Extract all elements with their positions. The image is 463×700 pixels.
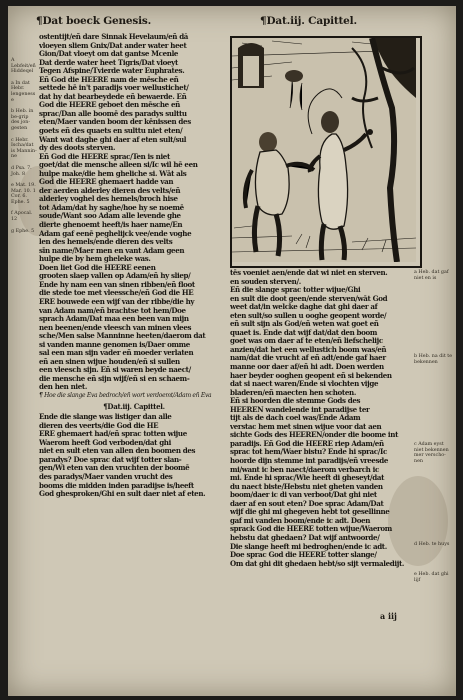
text-line: die stede toe met vleessche/eñ God die HE bbox=[39, 289, 194, 298]
text-line: dat si naect waren/Ende si vlochten vijge bbox=[230, 380, 379, 389]
text-line: Adam gaf eenē peghelijck vee/ende voghe bbox=[39, 229, 192, 238]
text-line: dy des doots sterven. bbox=[39, 144, 116, 153]
chapter-summary: ¶ Hoe die slange Eva bedroch/eñ wort verdoemt/Adam eñ Eva bbox=[39, 391, 212, 399]
text-line: Ende hy nam een van sinen ribben/eñ floot bbox=[39, 280, 195, 289]
text-line: HEEREN wandelende int paradijse ter bbox=[230, 405, 370, 414]
text-line: en sult die doot geen/ende sterven/wāt God bbox=[230, 294, 388, 303]
chapter-heading: ¶Dat.iij. Capittel. bbox=[103, 402, 165, 412]
margin-note: a Heb. dat gaf niet en is bbox=[414, 270, 449, 281]
text-line: weet dat/in welcke daghe dat ghi daer af bbox=[230, 303, 378, 312]
text-line: Tegen Afspine/Tvierde water Euphrates. bbox=[39, 67, 185, 76]
text-line: sal een man sijn vader eñ moeder verlaten bbox=[39, 349, 194, 358]
right-column bbox=[230, 269, 416, 568]
text-line: Om dat ghi dit ghedaen hebt/so sijt vermaledijt. bbox=[230, 559, 405, 568]
text-line: niet en sult eten van allen den boomen des bbox=[39, 447, 196, 456]
text-line: een vleesch sijn. Eñ si waren beyde naect/ bbox=[39, 366, 191, 375]
text-line: sichte Gods des HEEREN/onder die boome int bbox=[230, 431, 399, 440]
running-header-right: ¶Dat.iij. Capittel. bbox=[260, 15, 357, 27]
text-line: tot Adam/dat hy saghe/hoe hy se noemē bbox=[39, 203, 184, 212]
text-line: dierte ghenoemt heeft/is haer name/En bbox=[39, 221, 183, 230]
text-line: paradys? Doe sprac dat wijf totter slan- bbox=[39, 455, 182, 464]
text-line: boom/daer ic di van verboot/Dat ghi niet bbox=[230, 491, 377, 500]
text-line: ostentijt/eñ dare Sinnak Hevelaum/eñ dă bbox=[39, 33, 189, 41]
text-line: van Adam nam/eñ brachtse tot hem/Doe bbox=[39, 306, 186, 315]
text-line: anzien/dat het een wellustich boom was/eñ bbox=[230, 345, 387, 354]
text-line: gen/Wi eten van den vruchten der boomē bbox=[39, 464, 190, 473]
text-line: len des hemels/ende dieren des velts bbox=[39, 238, 173, 247]
text-line: tēs voeniet aen/ende dat wi niet en sterven. bbox=[230, 269, 388, 277]
margin-note: c Adam eyst niet bekennen mer verscho-nen bbox=[414, 442, 449, 464]
woodcut-drawing bbox=[232, 38, 416, 262]
text-line: ERE bouwede een wijf van der ribbe/die hy bbox=[39, 297, 195, 306]
text-line: daer af en sout eten? Doe sprac Adam/Dat bbox=[230, 499, 384, 508]
text-line: Want wat daghe ghi daer af eten sult/sul bbox=[39, 135, 187, 144]
signature-mark: a iij bbox=[380, 611, 397, 621]
text-line: eten/Maer vanden boom der kēnissen des bbox=[39, 118, 191, 127]
text-line: nam/dat die vrucht af eñ adt/ende gaf haer bbox=[230, 354, 386, 363]
text-line: Eñ God die HEERE sprac/Ten is niet bbox=[39, 152, 170, 161]
margin-note: e Heb. dat ghi lijf bbox=[414, 572, 449, 583]
text-line: Gion/Dat vloeyt om dat gantse Mcenle bbox=[39, 50, 179, 59]
margin-note: d Heb. te huys bbox=[414, 542, 450, 547]
text-line: dieren des veerts/die God die HE bbox=[39, 421, 159, 430]
book-page bbox=[8, 6, 456, 696]
text-line: eñ aen sinen wijue houden/eñ si sullen bbox=[39, 357, 180, 366]
text-line: mi. Ende hi sprac/Wie heeft di gheseyt/dat bbox=[230, 474, 385, 483]
left-column bbox=[39, 33, 229, 499]
text-line: verstac hem met sinen wijue voor dat aen bbox=[230, 422, 382, 431]
text-line: si vanden manne genomen is/Daer omme bbox=[39, 340, 190, 349]
text-line: sche/Men salse Manninne heeten/daerom dat bbox=[39, 332, 206, 341]
text-line: booms die midden inden paradijse is/heeft bbox=[39, 481, 194, 490]
text-line: Eñ die slange sprac totter wijue/Ghi bbox=[230, 286, 361, 295]
text-line: sprac tot hem/Waer bistu? Ende hi sprac/Ic bbox=[230, 448, 387, 457]
text-line: dat hy dat bearbeydede eñ bewaerde. Eñ bbox=[39, 92, 187, 101]
text-line: Eñ si hoorden die stemme Gods des bbox=[230, 397, 361, 406]
text-line: wijf die ghi mi ghegeven hebt tot gesellinne bbox=[230, 508, 390, 517]
text-line: Dat derde water heet Tigris/Dat vloeyt bbox=[39, 58, 178, 67]
margin-note: d Psa. 7. Joh. 8 bbox=[11, 165, 32, 177]
text-line: hoorde dijn stemme int paradijs/eñ vreesde bbox=[230, 457, 389, 466]
text-line: den hen niet. bbox=[39, 383, 87, 392]
text-line: goet/dat die mensche alleen si/Ic wil hē een bbox=[39, 161, 198, 170]
text-line: gaf mi vanden boom/ende ic adt. Doen bbox=[230, 516, 371, 525]
margin-note: g Ephe. 5 bbox=[11, 228, 35, 234]
text-line: ERE ghemaert had/eñ sprac totten wijue bbox=[39, 430, 187, 439]
text-line: eten sult/so sullen u ooghe geopent worde/ bbox=[230, 311, 387, 320]
text-line: Die slange heeft mi bedroghen/ende ic adt. bbox=[230, 542, 387, 551]
text-line: sīn name/Maer men en vant Adam geen bbox=[39, 246, 185, 255]
text-line: hebstu dat ghedaen? Dat wijf antwoorde/ bbox=[230, 533, 380, 542]
text-line: bladeren/eñ maecten hen schoten. bbox=[230, 388, 356, 397]
margin-note: b Heb. in be-grip des jon-gesten bbox=[11, 109, 34, 131]
text-line: quaet is. Ende dat wijf dat/dat den boom bbox=[230, 328, 378, 337]
text-line: vloeyen sliem Gnix/Dat ander water heet bbox=[39, 41, 187, 50]
text-line: eñ sult sijn als God/eñ weten wat goet eñ bbox=[230, 320, 379, 329]
text-line: grooten slaep vallen op Adam/eñ hy sliep/ bbox=[39, 272, 191, 281]
text-line: hulpe die by hem gheleke was. bbox=[39, 255, 151, 264]
text-line: du naect biste/Hebstu niet gheten vanden bbox=[230, 482, 383, 491]
text-line: soude/Want soo Adam alle levende ghe bbox=[39, 212, 181, 221]
text-line: Doe sprac God die HEERE totter slange/ bbox=[230, 551, 377, 560]
text-line: der aerden alderley dieren des velts/eñ bbox=[39, 186, 181, 195]
text-line: God die HEERE geboet den mēsche eñ bbox=[39, 101, 180, 110]
margin-note: e Mat. 19. Mar. 10. 1 Cor. 6. Ephe. 5 bbox=[11, 183, 36, 205]
text-line: sprack God die HEERE totten wijue/Waerom bbox=[230, 525, 392, 534]
text-line: Ende die slange was listiger dan alle bbox=[39, 413, 172, 422]
text-line: tijt als de dach coel was/Ende Adam bbox=[230, 414, 361, 423]
text-line: goet was om daer af te eten/eñ liefschelijc bbox=[230, 337, 383, 346]
margin-note: c Hebr. Ischa/dat is Mannin-ne bbox=[11, 137, 37, 160]
text-line: goets eñ des quaets en sulttu niet eten/ bbox=[39, 127, 183, 136]
running-header-left: ¶Dat boeck Genesis. bbox=[36, 15, 152, 27]
text-line: sprac/Dan alle boomē des paradys sulttu bbox=[39, 109, 187, 118]
text-line: God die HEERE ghemaert hadde van bbox=[39, 178, 174, 187]
margin-note: A Lebfeit/eñ Hiddeqel bbox=[11, 58, 36, 75]
adam-and-eve-woodcut-illustration bbox=[230, 36, 422, 268]
text-line: hulpe make/die hem gheliche si. Wāt als bbox=[39, 169, 187, 178]
text-line: Doen liet God die HEERE eenen bbox=[39, 263, 156, 272]
text-line: God ghesproken/Ghi en sult daer niet af eten. bbox=[39, 490, 206, 499]
text-line: haer beyder ooghen geopent eñ si bekenden bbox=[230, 371, 392, 380]
text-line: die mensche eñ sijn wijf/eñ si en schaem- bbox=[39, 374, 190, 383]
text-line: mi/want ic ben naect/daerom verbarch ic bbox=[230, 465, 379, 474]
text-line: en souden sterven/. bbox=[230, 277, 301, 286]
text-line: Waerom heeft God verboden/dat ghi bbox=[39, 438, 171, 447]
margin-note: f Apocal. 12 bbox=[11, 211, 33, 223]
text-line: manne oor daer af/eñ hi adt. Doen werden bbox=[230, 363, 384, 372]
text-line: Eñ God die HEERE nam de mēsche eñ bbox=[39, 75, 179, 84]
text-line: paradijs. Eñ God die HEERE riep Adam/eñ bbox=[230, 439, 384, 448]
text-line: des paradys/Maer vanden vrucht des bbox=[39, 473, 173, 481]
text-line: nen beenen/ende vleesch van minen vlees bbox=[39, 323, 192, 332]
left-margin-notes bbox=[11, 58, 38, 240]
text-line: alderley voghel des hemels/broch hise bbox=[39, 195, 178, 204]
margin-note: a In dat Hebr. lengenesse bbox=[11, 80, 36, 103]
text-line: settede hē in't paradijs voer wellustichet/ bbox=[39, 84, 189, 93]
text-line: sprach Adam/Dat maa een been van mijn bbox=[39, 315, 189, 324]
margin-note: b Heb. na dit te bekennen bbox=[414, 354, 453, 365]
